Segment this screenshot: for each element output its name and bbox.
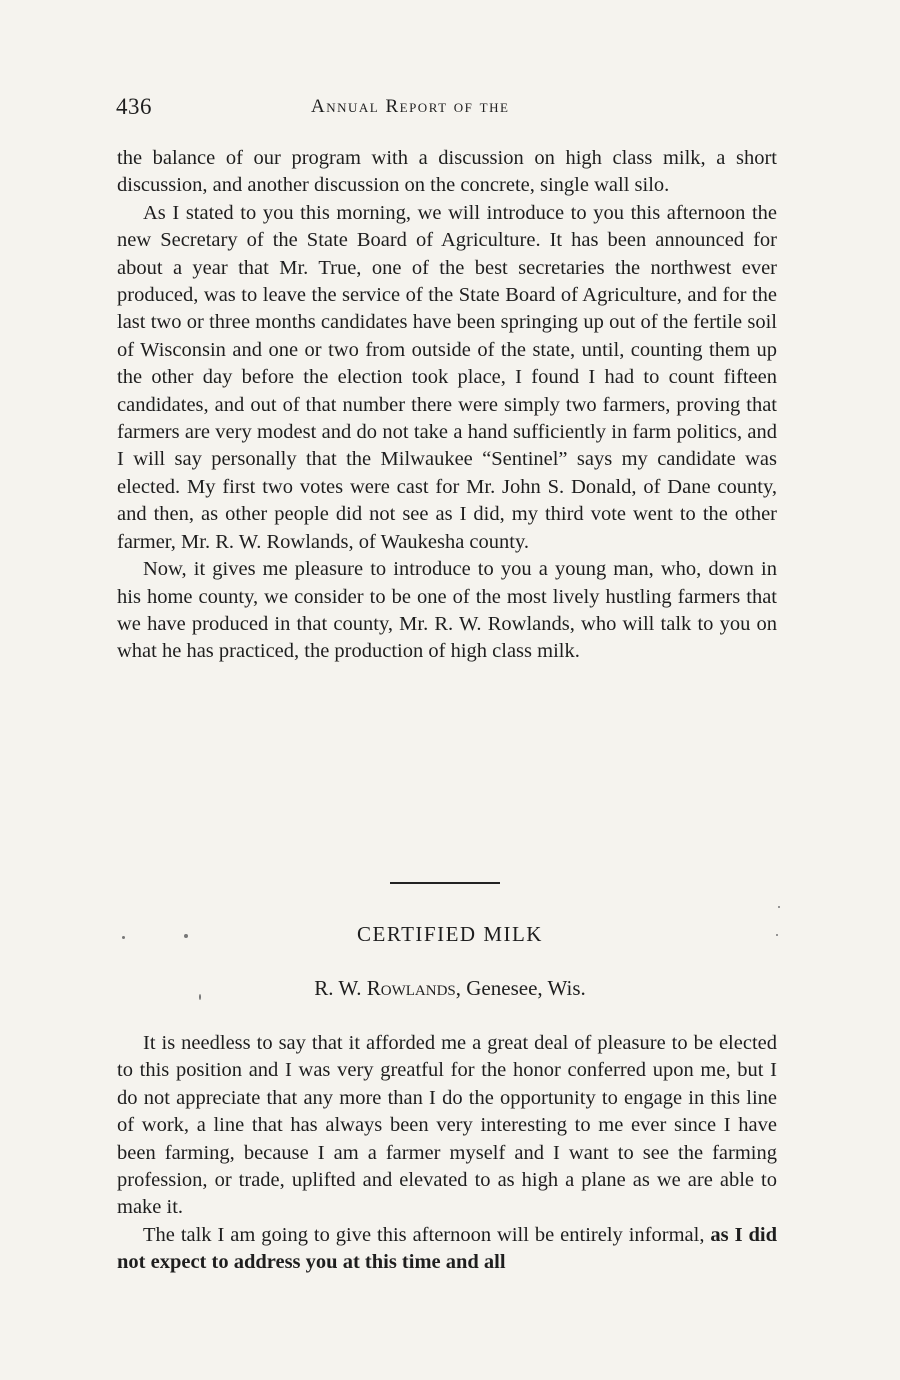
intro-paragraph-3: Now, it gives me pleasure to introduce to you a young man, who, down in his home county, we consider to be one of the most lively hustling farmers that we have produced in that county, Mr. R. W. Rowlands, who will talk to you on what he has practiced, the production of high class milk. xyxy=(117,558,777,663)
intro-paragraph-2: As I stated to you this morning, we will introduce to you this afternoon the new Secretary of the State Board of Agriculture. It has been announced for about a year that Mr. True, one of the best secretaries the northwest ever produced, was to leave the service of the State Board of Agriculture, and for the last two or three months candidates have been springing up out of the fertile soil of Wisconsin and one or two from outside of the state, until, counting them up the other day before the election took place, I found I had to count fifteen candidates, and out of that number there were simply two farmers, proving that farmers are very modest and do not take a hand sufficiently in farm politics, and I will say personally that the Milwaukee “Sentinel” says my candidate was elected. My first two votes were cast for Mr. John S. Donald, of Dane county, and then, as other people did not see as I did, my third vote went to the other farmer, Mr. R. W. Rowlands, of Waukesha county. xyxy=(117,201,777,553)
page-number: 436 xyxy=(116,94,152,119)
body-paragraph-2 xyxy=(117,1222,777,1277)
scan-speck xyxy=(199,994,201,1000)
running-head xyxy=(116,94,776,124)
body-paragraph-2-start: The talk I am going to give this afternoon will be entirely informal, xyxy=(143,1223,705,1246)
scan-speck xyxy=(122,936,125,939)
byline-place: , Genesee, Wis. xyxy=(455,976,586,1000)
body-paragraph-2-bold: as I did not expect to address you at this time and all xyxy=(117,1223,777,1274)
scan-speck xyxy=(778,906,780,908)
body-paragraph-1: It is needless to say that it afforded me a great deal of pleasure to be elected to this position and I was very greatful for the honor conferred upon me, but I do not appreciate that any more than I do the opportunity to engage in this line of work, a line that has always been very interesting to me ever since I have been farming, because I am a farmer myself and I want to see the farming profession, or trade, uplifted and elevated to as high a plane as we are able to make it. xyxy=(117,1032,777,1219)
scan-speck xyxy=(184,934,188,938)
intro-paragraph-1: the balance of our program with a discussion on high class milk, a short discussion, and another discussion on the concrete, single wall silo. xyxy=(117,147,777,197)
article-body xyxy=(117,1030,777,1277)
intro-text xyxy=(117,145,777,666)
byline xyxy=(0,976,900,1001)
running-title: Annual Report of the xyxy=(311,96,510,117)
scan-speck xyxy=(776,934,778,936)
section-divider xyxy=(390,882,500,884)
byline-name: Rowlands xyxy=(366,976,456,1000)
byline-initials: R. W. xyxy=(314,976,362,1000)
section-title: CERTIFIED MILK xyxy=(357,922,543,946)
